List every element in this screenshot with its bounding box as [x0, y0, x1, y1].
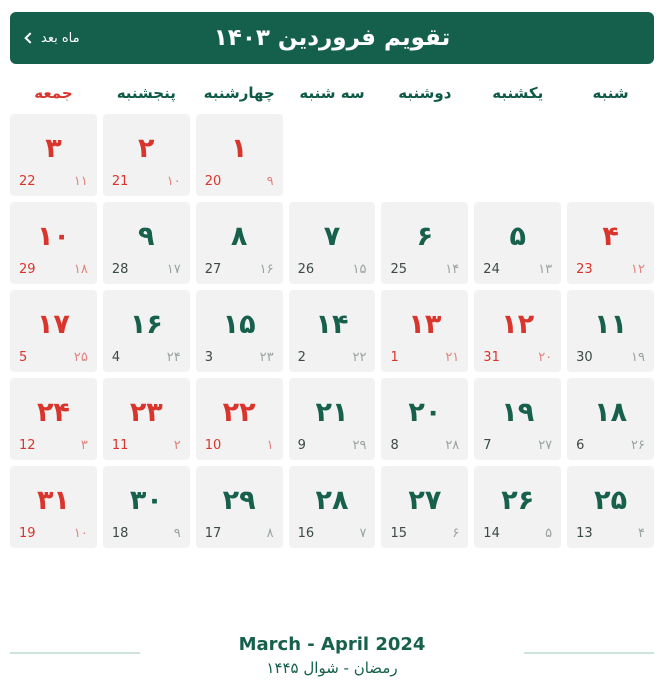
day-subnumbers	[196, 174, 283, 189]
day-number-jalali: ۱۱	[594, 308, 628, 340]
day-number-jalali: ۹	[138, 220, 155, 252]
day-number-jalali: ۱۲	[501, 308, 535, 340]
day-subnumbers	[196, 526, 283, 541]
day-number-gregorian: 1	[390, 350, 399, 365]
weekday-label-0: شنبه	[592, 84, 629, 102]
day-number-hijri: ۱۷	[166, 262, 181, 277]
day-cell[interactable]	[381, 290, 468, 372]
day-number-jalali: ۳	[45, 132, 62, 164]
day-number-gregorian: 9	[297, 438, 306, 453]
day-number-jalali: ۶	[416, 220, 434, 252]
day-subnumbers	[196, 350, 283, 365]
next-month-label: ماه بعد	[41, 30, 80, 46]
day-number-hijri: ۲۶	[631, 438, 645, 453]
day-cell[interactable]	[381, 202, 468, 284]
day-cell[interactable]	[10, 114, 97, 196]
day-number-jalali: ۲	[138, 132, 155, 164]
day-subnumbers	[196, 262, 283, 277]
day-subnumbers	[10, 438, 97, 453]
day-cell[interactable]	[103, 466, 190, 548]
day-number-jalali: ۴	[602, 220, 619, 252]
day-subnumbers	[474, 526, 561, 541]
day-number-gregorian: 18	[111, 526, 129, 541]
day-cell-empty	[381, 114, 468, 196]
day-number-gregorian: 22	[19, 174, 36, 189]
day-number-gregorian: 7	[483, 438, 492, 453]
day-subnumbers	[10, 174, 97, 189]
day-subnumbers	[103, 438, 190, 453]
day-number-gregorian: 26	[297, 262, 315, 277]
weekday-label-2: دوشنبه	[398, 84, 452, 102]
day-number-gregorian: 24	[483, 262, 500, 277]
day-number-jalali: ۲۸	[315, 484, 349, 516]
day-number-jalali: ۷	[323, 220, 341, 252]
day-cell[interactable]	[474, 466, 561, 548]
day-number-gregorian: 25	[390, 262, 407, 277]
day-subnumbers	[103, 262, 190, 277]
day-subnumbers	[289, 438, 376, 453]
calendar-header	[10, 12, 654, 64]
day-cell[interactable]	[474, 290, 561, 372]
day-number-jalali: ۳۱	[36, 484, 70, 516]
day-cell[interactable]	[289, 202, 376, 284]
day-number-gregorian: 27	[204, 262, 222, 277]
day-number-jalali: ۲۰	[408, 396, 442, 428]
day-number-hijri: ۱۴	[445, 262, 460, 277]
next-month-button[interactable]	[26, 31, 80, 46]
day-number-hijri: ۳	[80, 438, 88, 453]
day-number-jalali: ۲۵	[594, 484, 628, 516]
day-cell[interactable]	[103, 378, 190, 460]
day-subnumbers	[289, 350, 376, 365]
day-cell[interactable]	[381, 378, 468, 460]
day-number-gregorian: 13	[576, 526, 593, 541]
day-number-gregorian: 4	[111, 350, 121, 365]
day-number-gregorian: 29	[19, 262, 36, 277]
day-number-jalali: ۲۹	[222, 484, 256, 516]
day-subnumbers	[196, 438, 283, 453]
day-number-gregorian: 10	[204, 438, 222, 453]
day-number-jalali: ۲۱	[315, 396, 349, 428]
day-cell[interactable]	[289, 378, 376, 460]
day-number-jalali: ۲۲	[222, 396, 256, 428]
day-subnumbers	[103, 350, 190, 365]
calendar-grid	[10, 114, 654, 548]
day-subnumbers	[567, 350, 654, 365]
chevron-left-icon	[24, 32, 35, 43]
day-subnumbers	[381, 350, 468, 365]
day-subnumbers	[103, 526, 190, 541]
day-subnumbers	[10, 262, 97, 277]
day-number-hijri: ۲۸	[445, 438, 460, 453]
day-number-hijri: ۱۲	[631, 262, 645, 277]
day-number-gregorian: 11	[111, 438, 129, 453]
day-number-gregorian: 5	[19, 350, 28, 365]
day-number-gregorian: 23	[576, 262, 593, 277]
day-number-hijri: ۲۰	[538, 350, 553, 365]
day-number-hijri: ۱۹	[631, 350, 645, 365]
day-cell[interactable]	[10, 466, 97, 548]
day-cell[interactable]	[289, 466, 376, 548]
day-number-gregorian: 20	[204, 174, 222, 189]
day-subnumbers	[567, 526, 654, 541]
page-title: تقویم فروردین ۱۴۰۳	[213, 25, 451, 51]
weekday-header-row	[10, 64, 654, 114]
day-cell[interactable]	[103, 114, 190, 196]
day-number-jalali: ۱۰	[36, 220, 70, 252]
day-subnumbers	[567, 438, 654, 453]
day-cell[interactable]	[567, 378, 654, 460]
day-number-hijri: ۷	[359, 526, 367, 541]
day-subnumbers	[474, 438, 561, 453]
weekday-label-3: سه شنبه	[299, 84, 365, 102]
day-cell-empty	[567, 114, 654, 196]
day-number-gregorian: 17	[204, 526, 222, 541]
day-number-hijri: ۲۲	[352, 350, 367, 365]
day-number-gregorian: 31	[483, 350, 500, 365]
calendar-footer	[10, 634, 654, 691]
day-number-hijri: ۱۰	[166, 174, 181, 189]
day-cell[interactable]	[567, 290, 654, 372]
day-number-gregorian: 15	[390, 526, 407, 541]
day-number-gregorian: 16	[297, 526, 315, 541]
day-number-jalali: ۲۶	[501, 484, 535, 516]
day-cell[interactable]	[10, 378, 97, 460]
divider-line-right	[524, 652, 654, 654]
day-cell[interactable]	[103, 290, 190, 372]
day-cell[interactable]	[474, 202, 561, 284]
day-number-jalali: ۱۵	[222, 308, 256, 340]
day-number-gregorian: 28	[111, 262, 129, 277]
day-number-gregorian: 3	[204, 350, 213, 365]
day-number-jalali: ۲۴	[36, 396, 70, 428]
weekday-label-5: پنجشنبه	[116, 84, 176, 102]
day-number-jalali: ۱۶	[129, 308, 163, 340]
divider-line-left	[10, 652, 140, 654]
day-subnumbers	[474, 262, 561, 277]
day-number-hijri: ۱۳	[538, 262, 553, 277]
day-number-jalali: ۳۰	[129, 484, 163, 516]
day-subnumbers	[289, 262, 376, 277]
day-cell[interactable]	[474, 378, 561, 460]
day-number-hijri: ۲۷	[538, 438, 553, 453]
day-cell-empty	[289, 114, 376, 196]
day-number-gregorian: 21	[111, 174, 129, 189]
day-subnumbers	[381, 438, 468, 453]
day-number-hijri: ۸	[266, 526, 274, 541]
day-cell[interactable]	[103, 202, 190, 284]
day-number-jalali: ۱۹	[501, 396, 535, 428]
day-number-hijri: ۱	[266, 438, 274, 453]
day-subnumbers	[103, 174, 190, 189]
day-number-jalali: ۱۷	[36, 308, 70, 340]
footer-gregorian-range: March - April 2024	[229, 634, 436, 655]
day-number-gregorian: 12	[19, 438, 36, 453]
day-number-hijri: ۵	[545, 526, 553, 541]
weekday-label-6: جمعه	[34, 84, 73, 102]
day-number-jalali: ۸	[230, 220, 248, 252]
day-cell[interactable]	[196, 114, 283, 196]
day-number-hijri: ۱۸	[73, 262, 88, 277]
day-cell-empty	[474, 114, 561, 196]
day-number-gregorian: 19	[19, 526, 36, 541]
day-cell[interactable]	[289, 290, 376, 372]
day-number-hijri: ۶	[452, 526, 460, 541]
day-subnumbers	[381, 262, 468, 277]
day-number-gregorian: 14	[483, 526, 500, 541]
footer-hijri-range: رمضان - شوال ۱۴۴۵	[266, 659, 398, 677]
day-cell[interactable]	[381, 466, 468, 548]
day-subnumbers	[381, 526, 468, 541]
day-number-jalali: ۱	[230, 132, 248, 164]
day-number-hijri: ۲۴	[166, 350, 181, 365]
day-subnumbers	[474, 350, 561, 365]
day-cell[interactable]	[10, 202, 97, 284]
day-cell[interactable]	[567, 202, 654, 284]
day-number-hijri: ۲	[173, 438, 181, 453]
day-number-gregorian: 8	[390, 438, 399, 453]
day-number-jalali: ۲۳	[129, 396, 163, 428]
day-cell[interactable]	[196, 290, 283, 372]
day-number-hijri: ۲۱	[445, 350, 460, 365]
day-number-jalali: ۱۴	[315, 308, 349, 340]
day-number-hijri: ۲۳	[259, 350, 274, 365]
day-number-hijri: ۱۵	[352, 262, 367, 277]
day-number-hijri: ۹	[173, 526, 181, 541]
day-number-gregorian: 30	[576, 350, 593, 365]
day-subnumbers	[10, 350, 97, 365]
day-number-hijri: ۲۹	[352, 438, 367, 453]
day-number-hijri: ۱۶	[259, 262, 274, 277]
day-number-hijri: ۹	[266, 174, 274, 189]
day-number-hijri: ۲۵	[73, 350, 88, 365]
day-subnumbers	[289, 526, 376, 541]
day-number-jalali: ۱۳	[408, 308, 442, 340]
day-cell[interactable]	[196, 378, 283, 460]
day-number-jalali: ۱۸	[594, 396, 628, 428]
day-number-jalali: ۵	[509, 220, 526, 252]
day-cell[interactable]	[10, 290, 97, 372]
day-cell[interactable]	[196, 466, 283, 548]
day-number-hijri: ۱۱	[73, 174, 88, 189]
day-number-jalali: ۲۷	[408, 484, 442, 516]
weekday-label-1: یکشنبه	[492, 84, 544, 102]
day-number-hijri: ۱۰	[73, 526, 88, 541]
day-subnumbers	[567, 262, 654, 277]
day-number-gregorian: 6	[576, 438, 585, 453]
day-subnumbers	[10, 526, 97, 541]
day-number-gregorian: 2	[297, 350, 306, 365]
day-number-hijri: ۴	[638, 526, 645, 541]
day-cell[interactable]	[567, 466, 654, 548]
day-cell[interactable]	[196, 202, 283, 284]
weekday-label-4: چهارشنبه	[203, 84, 275, 102]
